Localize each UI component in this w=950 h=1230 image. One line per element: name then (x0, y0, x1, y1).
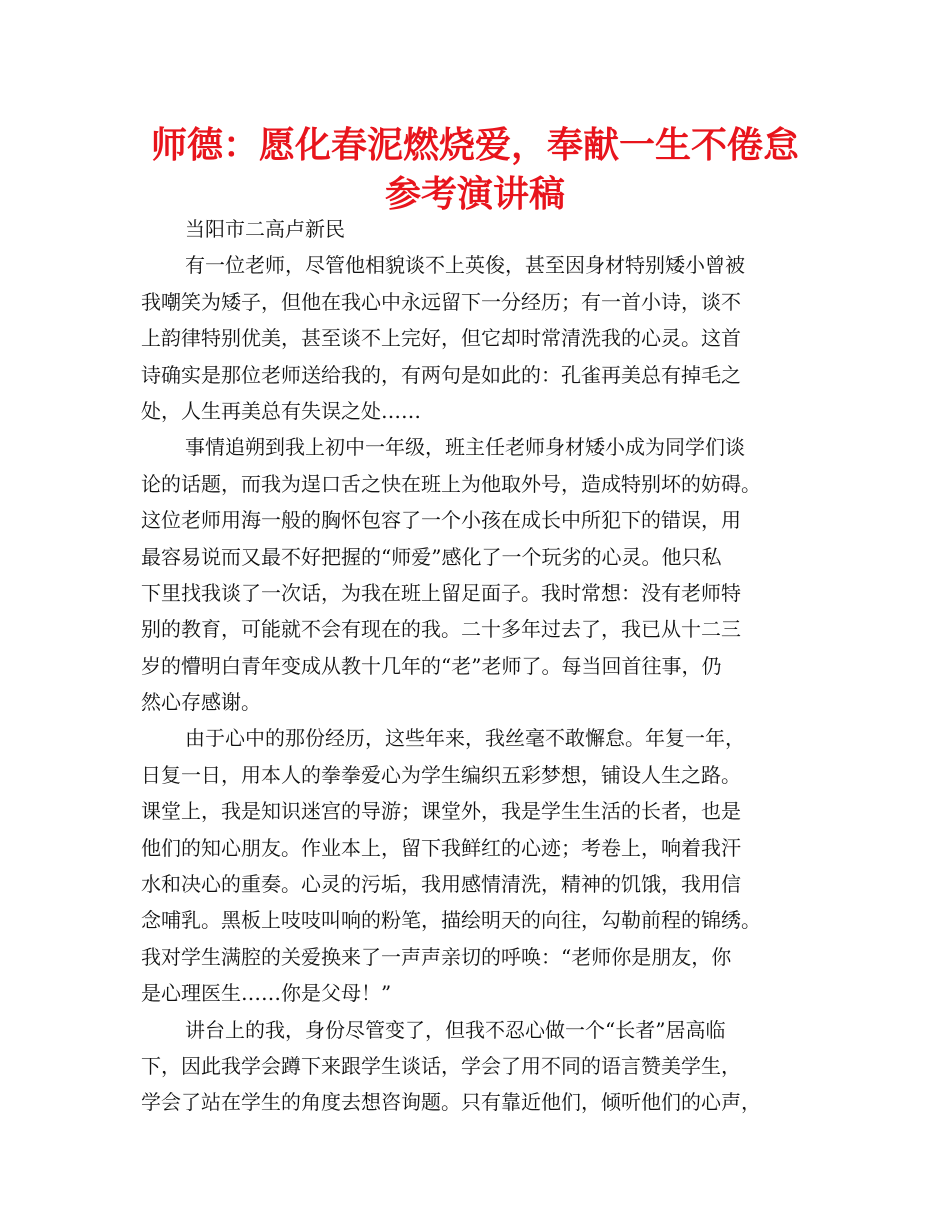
text-line: 岁的懵明白青年变成从教十几年的“老”老师了。每当回首往事，仍 (141, 653, 722, 678)
text-line: 讲台上的我，身份尽管变了，但我不忍心做一个“长者”居高临 (185, 1017, 726, 1042)
text-line: 我对学生满腔的关爱换来了一声声亲切的呼唤：“老师你是朋友，你 (141, 944, 732, 969)
text-line: 事情追朔到我上初中一年级，班主任老师身材矮小成为同学们谈 (185, 435, 745, 460)
text-line: 下里找我谈了一次话，为我在班上留足面子。我时常想：没有老师特 (141, 580, 741, 605)
author-line: 当阳市二高卢新民 (185, 217, 345, 241)
text-line: 这位老师用海一般的胸怀包容了一个小孩在成长中所犯下的错误，用 (141, 508, 741, 533)
text-line: 是心理医生……你是父母！” (141, 981, 392, 1006)
title-line-2: 参考演讲稿 (384, 174, 565, 215)
text-line: 念哺乳。黑板上吱吱叫响的粉笔，描绘明天的向往，勾勒前程的锦绣。 (141, 908, 761, 933)
text-line: 诗确实是那位老师送给我的，有两句是如此的：孔雀再美总有掉毛之 (141, 362, 741, 387)
text-line: 论的话题，而我为逞口舌之快在班上为他取外号，造成特别坏的妨碍。 (141, 471, 761, 496)
text-line: 有一位老师，尽管他相貌谈不上英俊，甚至因身材特别矮小曾被 (185, 253, 745, 278)
text-line: 课堂上，我是知识迷宫的导游；课堂外，我是学生生活的长者，也是 (141, 799, 741, 824)
text-line: 日复一日，用本人的拳拳爱心为学生编织五彩梦想，铺设人生之路。 (141, 762, 741, 787)
text-line: 水和决心的重奏。心灵的污垢，我用感情清洗，精神的饥饿，我用信 (141, 872, 741, 897)
text-line: 最容易说而又最不好把握的“师爱”感化了一个玩劣的心灵。他只私 (141, 544, 722, 569)
text-line: 我嘲笑为矮子，但他在我心中永远留下一分经历；有一首小诗，谈不 (141, 289, 741, 314)
text-line: 别的教育，可能就不会有现在的我。二十多年过去了，我已从十二三 (141, 617, 741, 642)
text-line: 上韵律特别优美，甚至谈不上完好，但它却时常清洗我的心灵。这首 (141, 326, 741, 351)
text-line: 由于心中的那份经历，这些年来，我丝毫不敢懈怠。年复一年， (185, 726, 745, 751)
text-line: 处，人生再美总有失误之处…… (141, 398, 421, 423)
text-line: 他们的知心朋友。作业本上，留下我鲜红的心迹；考卷上，响着我汗 (141, 835, 741, 860)
title-line-1: 师德：愿化春泥燃烧爱，奉献一生不倦怠 (150, 125, 799, 166)
text-line: 下，因此我学会蹲下来跟学生谈话，学会了用不同的语言赞美学生， (141, 1053, 741, 1078)
text-line: 学会了站在学生的角度去想咨询题。只有靠近他们，倾听他们的心声， (141, 1090, 761, 1115)
text-line: 然心存感谢。 (141, 690, 261, 715)
speech-body (141, 211, 821, 1121)
